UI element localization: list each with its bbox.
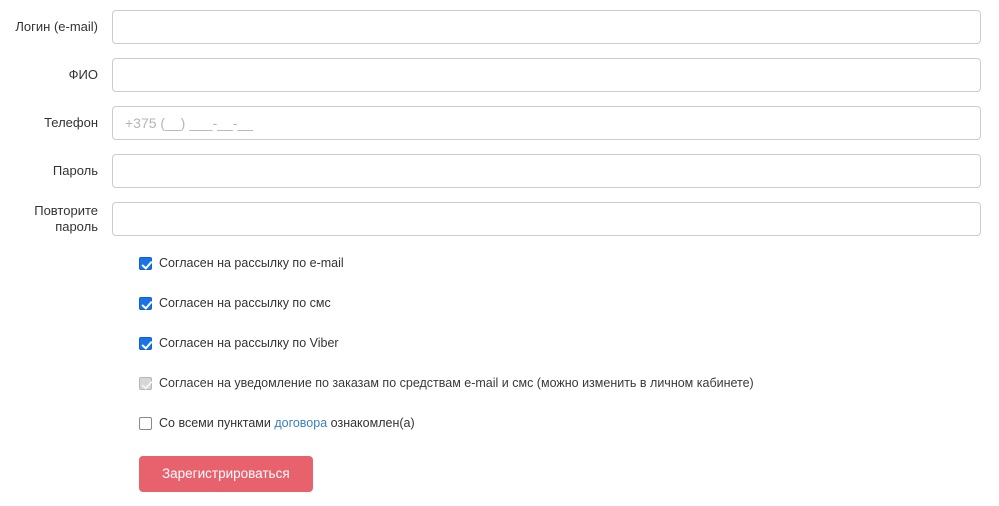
form-row-login-email	[0, 10, 981, 44]
form-row-password	[0, 154, 981, 188]
label-full-name: ФИО	[68, 67, 98, 83]
form-row-phone	[0, 106, 981, 140]
form-row-password-repeat	[0, 202, 981, 236]
checkbox-agreement[interactable]	[139, 417, 152, 430]
checkbox-label-consent-sms: Согласен на рассылку по смс	[159, 296, 331, 310]
checkbox-consent-email[interactable]	[139, 257, 152, 270]
submit-area	[0, 456, 981, 492]
label-password: Пароль	[52, 163, 98, 179]
agreement-prefix: Со всеми пунктами	[159, 416, 275, 430]
label-password-repeat: Повторите пароль	[34, 203, 98, 234]
agreement-link[interactable]: договора	[274, 416, 328, 430]
checkbox-consent-orders	[139, 377, 152, 390]
checkbox-consent-viber[interactable]	[139, 337, 152, 350]
checkbox-label-consent-orders: Согласен на уведомление по заказам по средствам e-mail и смс (можно изменить в личном кабинете)	[159, 376, 754, 390]
agreement-suffix: ознакомлен(а)	[327, 416, 415, 430]
checkbox-label-consent-viber: Согласен на рассылку по Viber	[159, 336, 339, 350]
label-phone: Телефон	[44, 115, 98, 131]
consent-checkbox-group	[0, 256, 981, 430]
input-full-name[interactable]	[112, 58, 981, 92]
checkbox-label-consent-email: Согласен на рассылку по e-mail	[159, 256, 344, 270]
input-password[interactable]	[112, 154, 981, 188]
checkbox-row-consent-sms	[139, 296, 981, 310]
checkbox-row-consent-orders	[139, 376, 981, 390]
checkbox-label-agreement	[159, 416, 415, 430]
input-login-email[interactable]	[112, 10, 981, 44]
checkbox-row-agreement	[139, 416, 981, 430]
form-row-full-name	[0, 58, 981, 92]
checkbox-row-consent-email	[139, 256, 981, 270]
label-login-email: Логин (e-mail)	[15, 19, 98, 35]
input-phone[interactable]	[112, 106, 981, 140]
checkbox-row-consent-viber	[139, 336, 981, 350]
checkbox-consent-sms[interactable]	[139, 297, 152, 310]
register-button[interactable]: Зарегистрироваться	[139, 456, 313, 492]
input-password-repeat[interactable]	[112, 202, 981, 236]
